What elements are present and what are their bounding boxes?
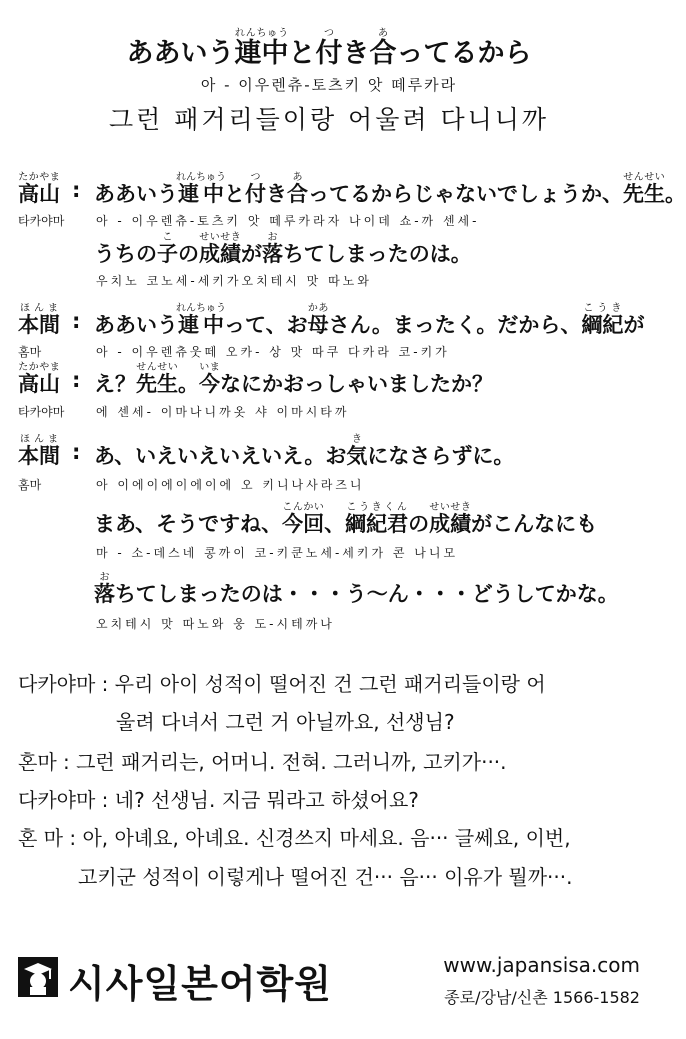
translation-line-5: 혼 마 : 아, 아녜요, 아녜요. 신경쓰지 마세요. 음··· 글쎄요, 이번,	[18, 826, 571, 850]
korean-reading: 우치노 코노세-세키가오치테시 맛 따노와	[96, 274, 372, 288]
japanese-line: ああいう連中れんちゅうと付つき合あってるからじゃないでしょうか、先生せんせい。	[94, 172, 686, 206]
speaker-name: 本間ほんま	[18, 434, 60, 468]
title-ruby-1: 連中れんちゅう	[234, 28, 289, 69]
korean-reading: 에 센세- 이마나니까옷 샤 이마시타까	[96, 405, 350, 419]
japanese-line: ああいう連中れんちゅうって、お母かあさん。まったく。だから、綱紀こうきが	[94, 303, 645, 337]
korean-reading: 오치테시 맛 따노와 웅 도-시테까나	[96, 617, 335, 631]
speaker-name: 高山たかやま	[18, 362, 60, 396]
speaker-reading: 홈마	[18, 345, 42, 359]
japanese-line: え？先生せんせい。今いまなにかおっしゃいましたか？	[94, 362, 493, 396]
korean-reading: 아 이에이에이에이에 오 키니나사라즈니	[96, 478, 365, 492]
colon: :	[72, 309, 81, 333]
title-japanese	[0, 28, 658, 70]
speaker-reading: 타카야마	[18, 214, 65, 228]
korean-reading: 아 - 이우렌츄웃떼 오카- 상 맛 따쿠 다카라 코-키가	[96, 345, 450, 359]
title-ruby-3: 合あ	[369, 28, 397, 69]
colon: :	[72, 440, 81, 464]
speaker-name: 本間ほんま	[18, 303, 60, 337]
phone-info: 종로/강남/신촌 1566-1582	[444, 988, 640, 1007]
japanese-line: あ、いえいえいえいえ。お気きになさらずに。	[94, 434, 515, 468]
title-ruby-2: 付つ	[315, 28, 343, 69]
title-reading: 아 - 이우렌츄-토츠키 앗 떼루카라	[200, 76, 458, 94]
title-korean: 그런 패거리들이랑 어울려 다니니까	[108, 105, 550, 134]
colon: :	[72, 178, 81, 202]
translation-line-6: 고키군 성적이 이렇게나 떨어진 건··· 음··· 이유가 뭘까···.	[78, 865, 573, 889]
colon: :	[72, 368, 81, 392]
speaker-name: 高山たかやま	[18, 172, 60, 206]
website-link[interactable]: www.japansisa.com	[443, 953, 640, 977]
speaker-reading: 타카야마	[18, 405, 65, 419]
title-text: ってるから	[396, 38, 532, 69]
japanese-line: うちの子この成績せいせきが落おちてしまったのは。	[94, 232, 472, 266]
korean-reading: 아 - 이우렌츄-토츠키 앗 떼루카라자 나이데 쇼-까 센세-	[96, 214, 480, 228]
translation-line-2: 울려 다녀서 그런 거 아닐까요, 선생님?	[116, 710, 455, 734]
translation-line-1: 다카야마 : 우리 아이 성적이 떨어진 건 그런 패거리들이랑 어	[18, 672, 546, 696]
academy-name: 시사일본어학원	[68, 962, 332, 1006]
footer	[0, 945, 658, 1015]
korean-reading: 마 - 소-데스네 콩까이 코-키쿤노세-세키가 콘 나니모	[96, 546, 459, 560]
speaker-reading: 홈마	[18, 478, 42, 492]
japanese-line: まあ、そうですね、今回こんかい、綱紀君こうきくんの成績せいせきがこんなにも	[94, 502, 598, 536]
translation-line-3: 혼마 : 그런 패거리는, 어머니. 전혀. 그러니까, 고키가···.	[18, 750, 507, 774]
japanese-line: 落おちてしまったのは・・・う～ん・・・どうしてかな。	[94, 572, 619, 606]
title-text: ああいう	[126, 38, 235, 69]
title-text: き	[342, 38, 370, 69]
graduate-icon	[18, 957, 58, 997]
title-text: と	[288, 38, 316, 69]
translation-line-4: 다카야마 : 네? 선생님. 지금 뭐라고 하셨어요?	[18, 788, 419, 812]
